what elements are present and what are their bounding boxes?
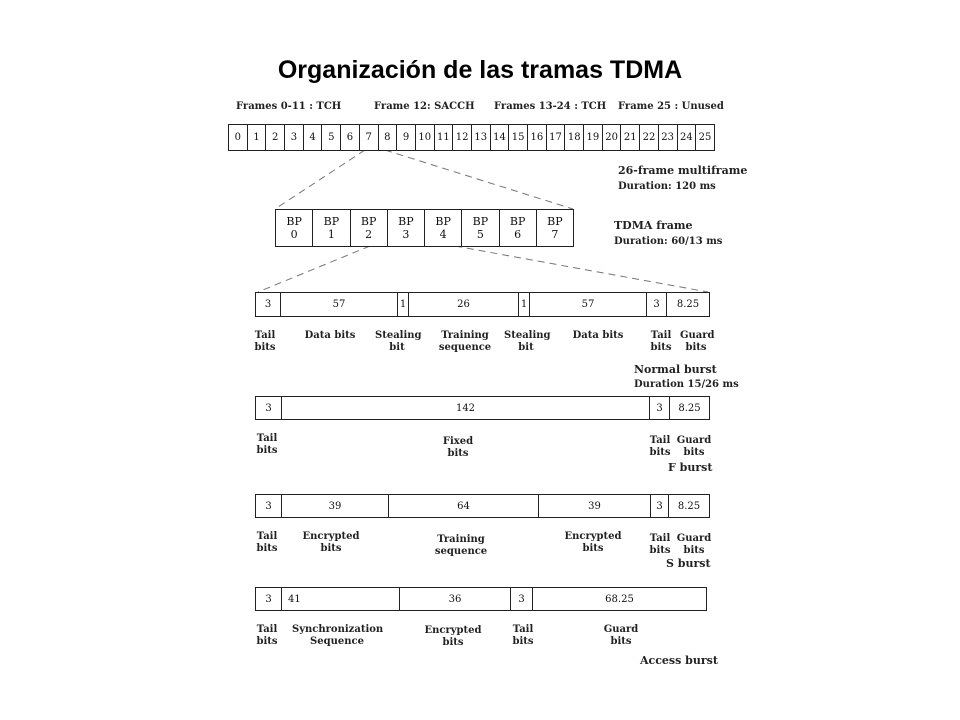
label-line: Synchronization [292,624,384,635]
label-line: Stealing [504,330,551,341]
frame-cell: 21 [621,125,640,150]
bp-number: 5 [476,228,484,241]
frame-cell: 8 [379,125,398,150]
label-line: Tail [256,531,278,542]
bp-number: 6 [514,228,522,241]
normal-burst-name: Normal burst [634,363,717,376]
s-burst-row [255,494,710,518]
field-data: 57 [530,293,647,316]
field-training: 26 [409,293,519,316]
field-training: 64 [389,495,539,517]
bp-slot [388,210,425,246]
label-line: Tail [650,330,672,341]
normal-label [680,330,715,354]
bp-label: BP [509,215,526,228]
label-line: bits [610,636,632,647]
access-label [603,624,639,648]
bp-label: BP [547,215,563,228]
label-line: bits [683,545,705,556]
bp-number: 2 [365,228,373,241]
field-tail: 3 [647,293,667,316]
field-sync: 41 [282,588,400,610]
field-guard: 8.25 [677,500,701,512]
field-encrypted: 39 [282,495,389,517]
label-line: sequence [438,342,492,353]
label-line: Tail [254,330,276,341]
bp-number: 1 [327,228,335,241]
bp-slot [276,210,313,246]
bp-number: 4 [439,228,447,241]
frame-cell: 5 [322,125,341,150]
label-line: bits [447,448,469,459]
normal-label [375,330,422,354]
label-line: Data bits [572,330,624,341]
label-line: Training [441,330,489,341]
label-line: Fixed [442,436,474,447]
field-encrypted: 39 [539,495,651,517]
frame-cell: 16 [528,125,547,150]
f-label [438,436,478,460]
field-tail: 3 [256,293,281,316]
frame-cell: 20 [603,125,622,150]
field-tail: 3 [511,588,533,610]
field-guard: 8.25 [676,299,700,310]
s-label [300,531,362,555]
page-title: Organización de las tramas TDMA [277,56,683,84]
bp-slot [537,210,573,246]
frame-cell: 25 [698,132,712,143]
access-label [292,624,382,648]
multiframe-name: 26-frame multiframe [618,164,748,177]
bp-number: 0 [290,228,298,241]
normal-label [300,330,360,342]
s-label [252,531,282,555]
label-line: Encrypted [302,531,360,542]
bp-slot [500,210,537,246]
bp-number: 7 [551,228,559,241]
frame-cell: 7 [360,125,379,150]
s-burst-name: S burst [666,557,711,570]
frame-cell: 10 [416,125,435,150]
frame-cell: 15 [509,125,528,150]
field-fixed: 142 [282,397,650,419]
frame-cell: 3 [285,125,304,150]
field-tail: 3 [651,495,669,517]
frame-cell: 11 [435,125,454,150]
label-line: Data bits [304,330,356,341]
frame-cell: 23 [659,125,678,150]
tdma-frame-name: TDMA frame [614,219,693,232]
f-burst-row [255,396,710,420]
label-line: sequence [434,546,488,557]
frame-cell: 0 [229,125,248,150]
multiframe-duration: Duration: 120 ms [618,181,716,192]
label-line: bits [650,342,672,353]
frame-cell: 13 [472,125,491,150]
label-line: bits [320,543,342,554]
normal-label [250,330,280,354]
field-guard: 68.25 [605,593,634,605]
bp-number: 3 [402,228,410,241]
label-line: bits [256,543,278,554]
s-label [676,533,712,557]
tdma-frame-row [275,209,574,247]
field-tail: 3 [650,397,670,419]
normal-label [437,330,493,354]
s-label [645,533,675,557]
bp-label: BP [323,215,340,228]
label-line: Guard [676,533,712,544]
frame-cell: 14 [491,125,510,150]
label-line: Tail [512,624,534,635]
bp-label: BP [286,215,302,228]
frame-cell: 18 [565,125,584,150]
bp-slot [351,210,388,246]
label-line: bits [254,342,276,353]
label-line: Encrypted [424,625,482,636]
label-line: bits [649,447,671,458]
normal-burst-duration: Duration 15/26 ms [634,379,739,390]
label-line: bits [512,636,534,647]
frame-group-label: Frame 25 : Unused [618,101,724,112]
frame-cell: 4 [304,125,323,150]
access-burst-row [255,587,707,611]
label-line: Stealing [375,330,422,341]
label-line: bits [649,545,671,556]
frame-cell: 12 [453,125,472,150]
bp-label: BP [435,215,451,228]
label-line: bits [582,543,604,554]
bp-label: BP [360,215,377,228]
label-line: Training [437,534,485,545]
frame-cell: 17 [547,125,566,150]
field-data: 57 [281,293,398,316]
f-label [676,435,712,459]
label-line: Sequence [310,636,364,647]
label-line: Encrypted [564,531,622,542]
access-label [252,624,282,648]
field-guard: 8.25 [678,402,701,414]
field-tail: 3 [256,495,282,517]
label-line: Tail [649,435,671,446]
field-encrypted: 36 [400,588,511,610]
label-line: Tail [256,624,278,635]
access-label [508,624,538,648]
f-label [252,433,282,457]
label-line: bits [685,342,707,353]
normal-burst-row [255,292,710,317]
label-line: Tail [649,533,671,544]
frame-cell: 2 [266,125,285,150]
s-label [432,534,490,558]
label-line: Guard [676,435,712,446]
s-label [562,531,624,555]
field-tail: 3 [256,397,282,419]
label-line: bits [256,445,278,456]
access-label [422,625,484,649]
frame-group-label: Frames 13-24 : TCH [494,101,607,112]
bp-slot [425,210,462,246]
bp-label: BP [398,215,414,228]
normal-label [504,330,551,354]
frame-cell: 24 [678,125,697,150]
field-tail: 3 [256,588,282,610]
normal-label [568,330,628,342]
frame-cell: 1 [248,125,267,150]
label-line: Guard [680,330,715,341]
multiframe-row [228,124,715,151]
label-line: bit [389,342,405,353]
f-burst-name: F burst [668,461,713,474]
bp-slot [462,210,499,246]
field-stealing: 1 [519,293,530,316]
label-line: bit [518,342,534,353]
tdma-frame-duration: Duration: 60/13 ms [614,236,723,247]
label-line: bits [442,637,464,648]
bp-label: BP [472,215,489,228]
label-line: bits [256,636,278,647]
field-stealing: 1 [398,293,409,316]
frame-group-label: Frames 0-11 : TCH [236,101,342,112]
label-line: Tail [256,433,278,444]
frame-cell: 22 [640,125,659,150]
frame-cell: 6 [341,125,360,150]
label-line: Guard [603,624,639,635]
f-label [645,435,675,459]
normal-label [647,330,675,354]
label-line: bits [683,447,705,458]
frame-group-label: Frame 12: SACCH [374,101,475,112]
bp-slot [313,210,350,246]
access-burst-name: Access burst [640,654,718,667]
frame-cell: 9 [397,125,416,150]
frame-cell: 19 [584,125,603,150]
